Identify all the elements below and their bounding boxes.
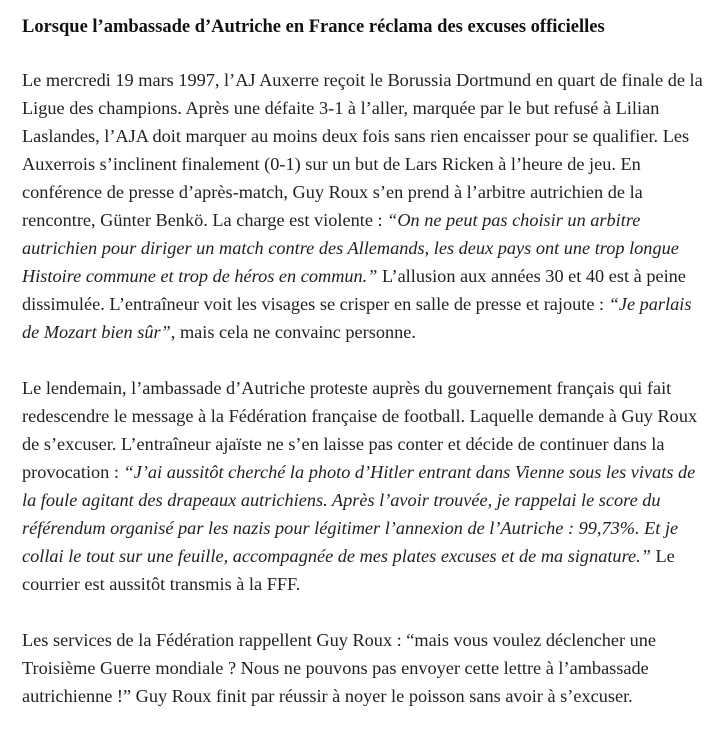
paragraph-text: Le lendemain, l’ambassade d’Autriche proteste auprès du gouvernement français qui fait redescendre le message à la Fédération française de football. Laquelle demande à Guy Roux de s’excuser. L’entraîneur ajaïste ne s’en laisse pas conter et décide de continuer dans la provocation : <box>22 378 698 482</box>
paragraph-text: , mais cela ne convainc personne. <box>170 322 416 342</box>
paragraph-text: Les services de la Fédération rappellent Guy Roux : “mais vous voulez déclencher une Troisième Guerre mondiale ? Nous ne pouvons pas envoyer cette lettre à l’ambassade autrichienne !” Guy Roux finit par réussir à noyer le poisson sans avoir à s’excuser. <box>22 630 657 706</box>
article <box>22 14 712 738</box>
paragraph-text: Le courrier est aussitôt transmis à la FFF. <box>22 546 675 594</box>
paragraph-2 <box>22 374 712 598</box>
section-heading: Lorsque l’ambassade d’Autriche en France réclama des excuses officielles <box>22 17 605 37</box>
article-body <box>22 66 712 710</box>
quote-text: “On ne peut pas choisir un arbitre autrichien pour diriger un match contre des Allemands, les deux pays ont une trop longue Histoire commune et trop de héros en commun.” <box>22 210 679 286</box>
paragraph-1 <box>22 66 712 346</box>
quote-text: “Je parlais de Mozart bien sûr” <box>22 294 692 342</box>
paragraph-3 <box>22 626 712 710</box>
paragraph-text: L’allusion aux années 30 et 40 est à peine dissimulée. L’entraîneur voit les visages se crisper en salle de presse et rajoute : <box>22 266 686 314</box>
quote-text: “J’ai aussitôt cherché la photo d’Hitler entrant dans Vienne sous les vivats de la foule agitant des drapeaux autrichiens. Après l’avoir trouvée, je rappelai le score du référendum organisé par les nazis pour légitimer l’annexion de l’Autriche : 99,73%. Et je collai le tout sur une feuille, accompagnée de mes plates excuses et de ma signature.” <box>22 462 696 566</box>
paragraph-text: Le mercredi 19 mars 1997, l’AJ Auxerre reçoit le Borussia Dortmund en quart de finale de la Ligue des champions. Après une défaite 3-1 à l’aller, marquée par le but refusé à Lilian Laslandes, l’AJA doit marquer au moins deux fois sans rien encaisser pour se qualifier. Les Auxerrois s’inclinent finalement (0-1) sur un but de Lars Ricken à l’heure de jeu. En conférence de presse d’après-match, Guy Roux s’en prend à l’arbitre autrichien de la rencontre, Günter Benkö. La charge est violente : <box>22 70 703 230</box>
